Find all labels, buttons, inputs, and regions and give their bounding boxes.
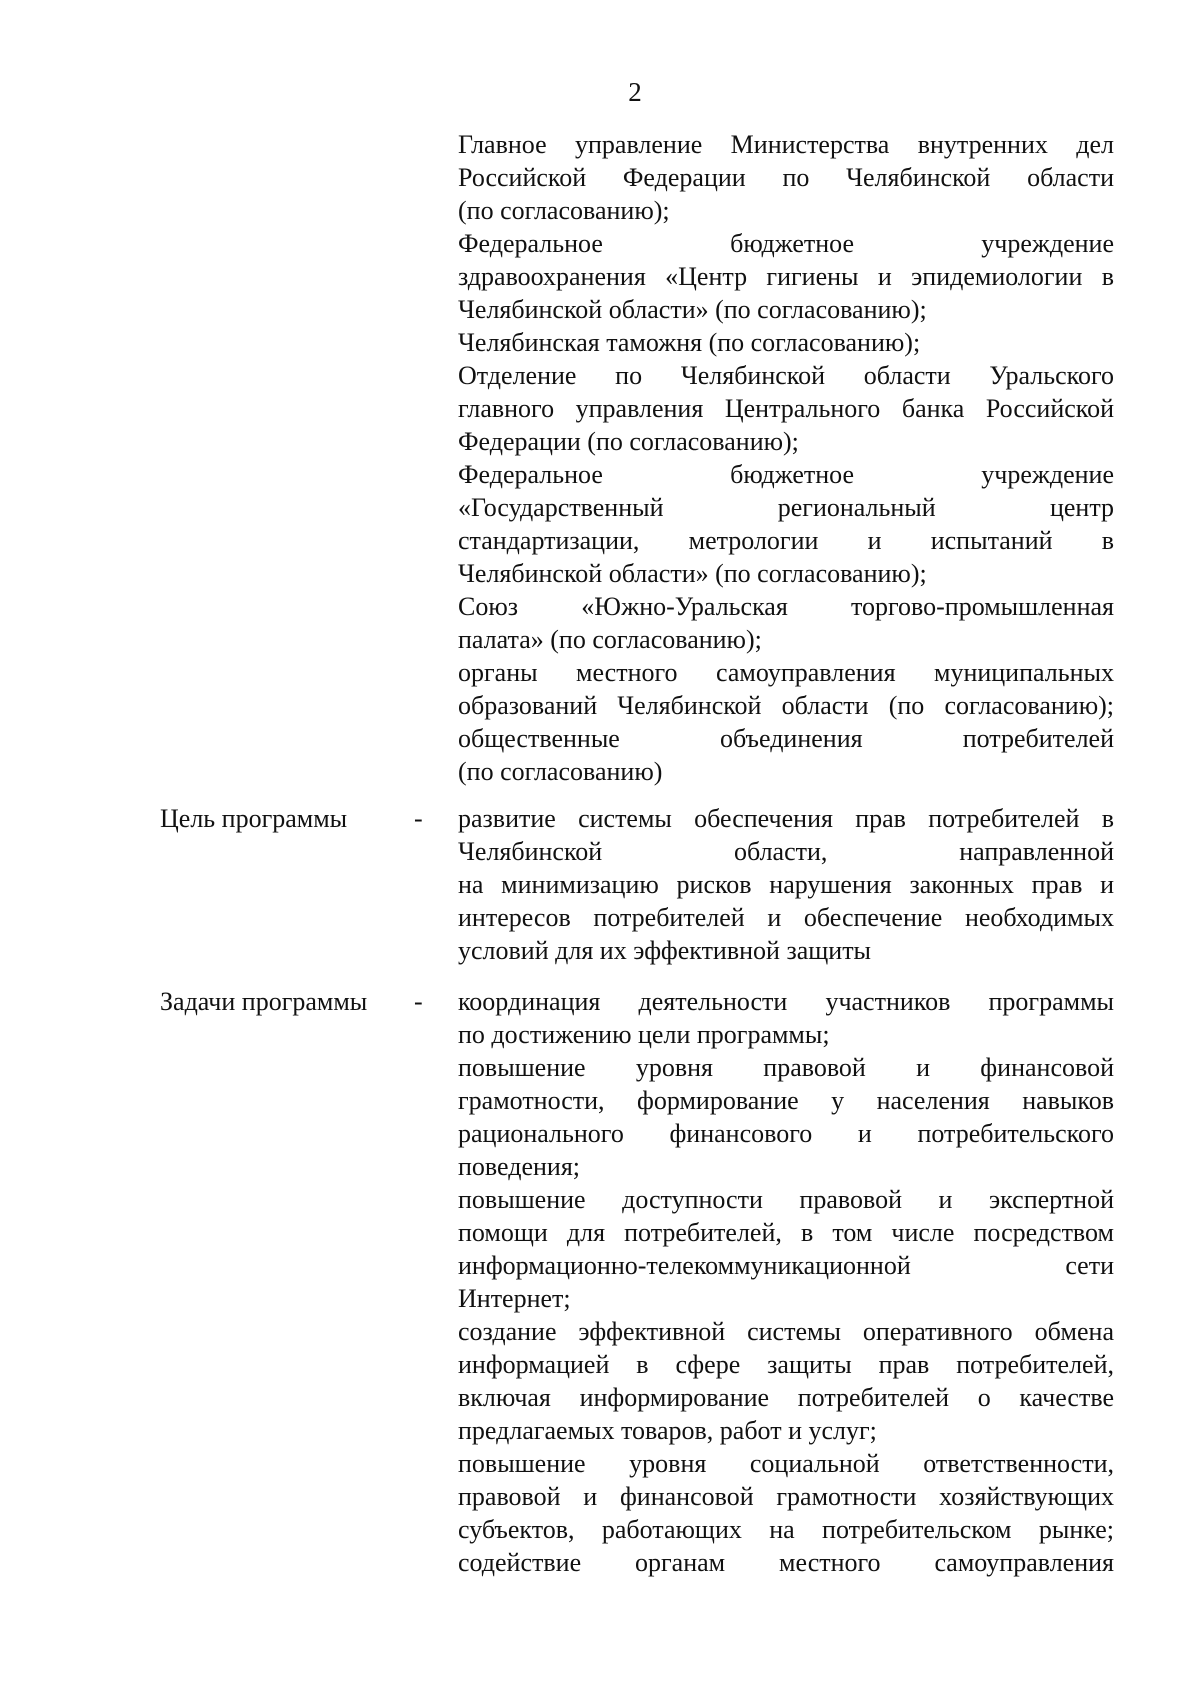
tasks-line: повышение уровня правовой и финансовой xyxy=(458,1053,1114,1082)
participants-line: стандартизации, метрологии и испытаний в xyxy=(458,526,1114,555)
participants-list xyxy=(458,128,1114,788)
tasks-line: предлагаемых товаров, работ и услуг; xyxy=(458,1416,877,1445)
goal-line: Челябинской области, направленной xyxy=(458,837,1114,866)
tasks-line: Интернет; xyxy=(458,1284,571,1313)
tasks-line: включая информирование потребителей о качестве xyxy=(458,1383,1114,1412)
goal-dash: - xyxy=(414,804,423,833)
tasks-line: помощи для потребителей, в том числе посредством xyxy=(458,1218,1114,1247)
participants-line: образований Челябинской области (по согласованию); xyxy=(458,691,1114,720)
tasks-line: по достижению цели программы; xyxy=(458,1020,830,1049)
tasks-line: координация деятельности участников программы xyxy=(458,987,1114,1016)
tasks-line: повышение доступности правовой и экспертной xyxy=(458,1185,1114,1214)
tasks-line: рационального финансового и потребительского xyxy=(458,1119,1114,1148)
tasks-line: субъектов, работающих на потребительском рынке; xyxy=(458,1515,1114,1544)
tasks-line: создание эффективной системы оперативного обмена xyxy=(458,1317,1114,1346)
participants-line: (по согласованию); xyxy=(458,196,670,225)
tasks-line: информационно-телекоммуникационной сети xyxy=(458,1251,1114,1280)
participants-line: Челябинской области» (по согласованию); xyxy=(458,559,927,588)
tasks-dash: - xyxy=(414,987,423,1016)
goal-line: развитие системы обеспечения прав потребителей в xyxy=(458,804,1114,833)
participants-line: Российской Федерации по Челябинской области xyxy=(458,163,1114,192)
participants-line: Отделение по Челябинской области Уральского xyxy=(458,361,1114,390)
tasks-label: Задачи программы xyxy=(160,987,368,1016)
participants-line: Федеральное бюджетное учреждение xyxy=(458,229,1114,258)
page-number: 2 xyxy=(628,77,642,107)
participants-line: Главное управление Министерства внутренних дел xyxy=(458,130,1114,159)
participants-line: Федерации (по согласованию); xyxy=(458,427,799,456)
goal-text xyxy=(458,802,1114,967)
tasks-line: поведения; xyxy=(458,1152,581,1181)
participants-line: общественные объединения потребителей xyxy=(458,724,1114,753)
tasks-line: грамотности, формирование у населения навыков xyxy=(458,1086,1114,1115)
goal-line: условий для их эффективной защиты xyxy=(458,936,872,965)
participants-line: органы местного самоуправления муниципальных xyxy=(458,658,1114,687)
goal-line: интересов потребителей и обеспечение необходимых xyxy=(458,903,1114,932)
goal-line: на минимизацию рисков нарушения законных прав и xyxy=(458,870,1114,899)
participants-line: Федеральное бюджетное учреждение xyxy=(458,460,1114,489)
participants-line: (по согласованию) xyxy=(458,757,663,786)
participants-line: «Государственный региональный центр xyxy=(458,493,1114,522)
participants-line: главного управления Центрального банка Российской xyxy=(458,394,1114,423)
participants-line: палата» (по согласованию); xyxy=(458,625,762,654)
tasks-line: повышение уровня социальной ответственности, xyxy=(458,1449,1114,1478)
participants-line: здравоохранения «Центр гигиены и эпидемиологии в xyxy=(458,262,1114,291)
goal-label: Цель программы xyxy=(160,804,348,833)
participants-line: Союз «Южно-Уральская торгово-промышленная xyxy=(458,592,1114,621)
participants-line: Челябинская таможня (по согласованию); xyxy=(458,328,921,357)
tasks-line: информацией в сфере защиты прав потребителей, xyxy=(458,1350,1114,1379)
tasks-line: правовой и финансовой грамотности хозяйствующих xyxy=(458,1482,1114,1511)
participants-line: Челябинской области» (по согласованию); xyxy=(458,295,927,324)
tasks-text xyxy=(458,985,1114,1579)
tasks-line: содействие органам местного самоуправления xyxy=(458,1548,1114,1577)
